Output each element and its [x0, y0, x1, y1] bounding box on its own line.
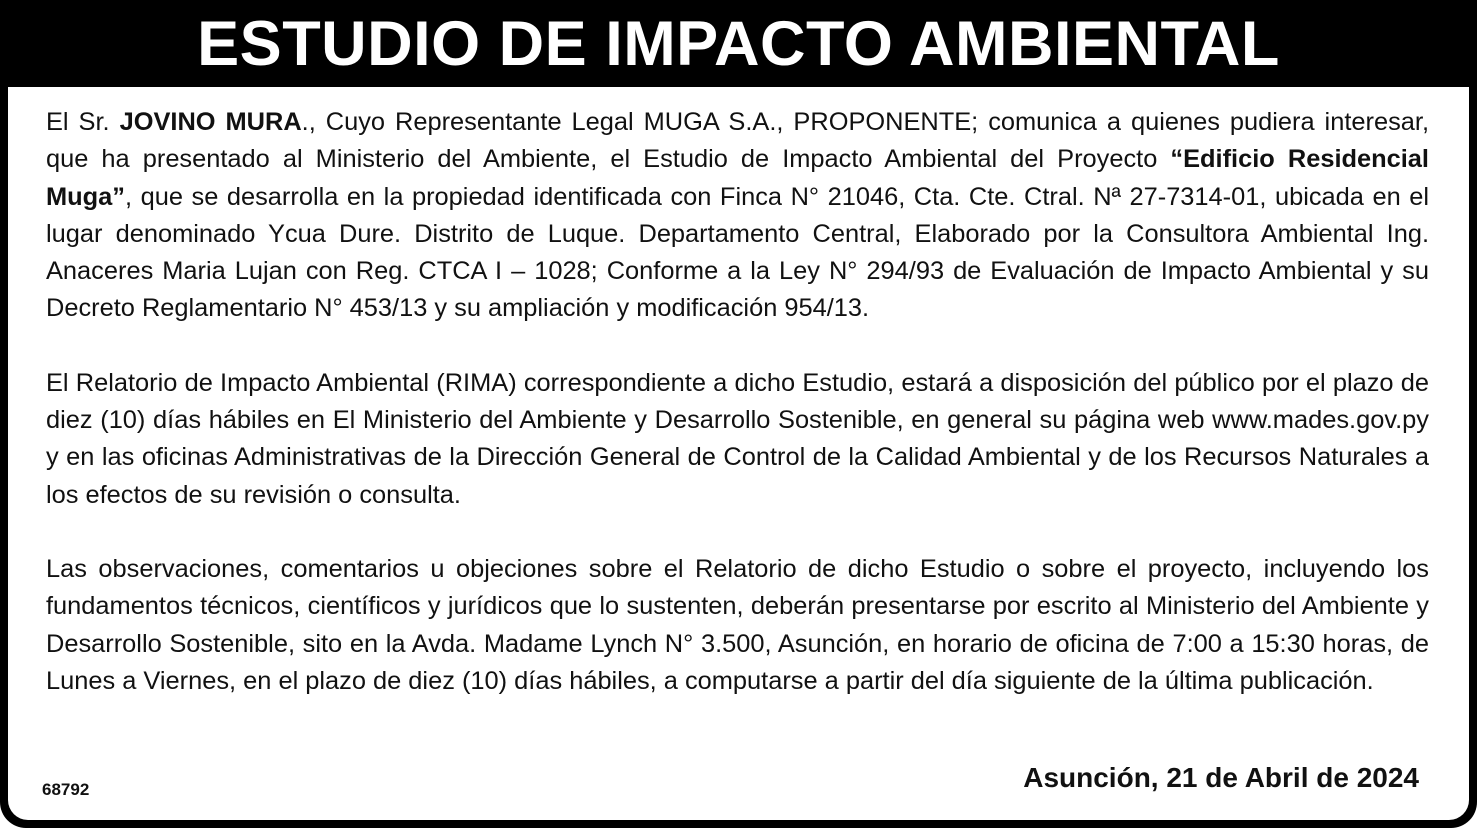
notice-header: [0, 0, 1477, 87]
paragraph-1-text-c: , que se desarrolla en la propiedad identificada con Finca N° 21046, Cta. Cte. Ctral. Nª 27-7314-01, ubicada en el lugar denominado Ycua Dure. Distrito de Luque. Departamento Central, Elaborado por la Consultora Ambiental Ing. Anaceres Maria Lujan con Reg. CTCA I – 1028; Conforme a la Ley N° 294/93 de Evaluación de Impacto Ambiental y su Decreto Reglamentario N° 453/13 y su ampliación y modificación 954/13.: [46, 182, 1429, 323]
notice-title: ESTUDIO DE IMPACTO AMBIENTAL: [197, 9, 1280, 79]
paragraph-1-text-a: El Sr.: [46, 108, 120, 136]
proponent-name: JOVINO MURA: [119, 108, 302, 136]
reference-number: 68792: [42, 780, 90, 799]
paragraph-rima-availability: El Relatorio de Impacto Ambiental (RIMA) correspondiente a dicho Estudio, estará a disposición del público por el plazo de diez (10) días hábiles en El Ministerio del Ambiente y Desarrollo Sostenible, en general su página web www.mades.gov.py y en las oficinas Administrativas de la Dirección General de Control de la Calidad Ambiental y de los Recursos Naturales a los efectos de su revisión o consulta.: [46, 368, 1429, 509]
project-name: “Edificio Residencial Muga”: [46, 145, 1429, 211]
publication-date: Asunción, 21 de Abril de 2024: [1023, 762, 1419, 793]
paragraph-1-text-b: ., Cuyo Representante Legal MUGA S.A., PROPONENTE; comunica a quienes pudiera interesar, que ha presentado al Ministerio del Ambiente, el Estudio de Impacto Ambiental del Proyecto: [46, 108, 1429, 174]
paragraph-proponent: [46, 104, 1429, 328]
notice-content: [46, 104, 1429, 737]
paragraph-observations: Las observaciones, comentarios u objeciones sobre el Relatorio de dicho Estudio o sobre el proyecto, incluyendo los fundamentos técnicos, científicos y jurídicos que lo sustenten, deberán presentarse por escrito al Ministerio del Ambiente y Desarrollo Sostenible, sito en la Avda. Madame Lynch N° 3.500, Asunción, en horario de oficina de 7:00 a 15:30 horas, de Lunes a Viernes, en el plazo de diez (10) días hábiles, a computarse a partir del día siguiente de la última publicación.: [46, 554, 1429, 695]
notice-body: [8, 87, 1469, 820]
